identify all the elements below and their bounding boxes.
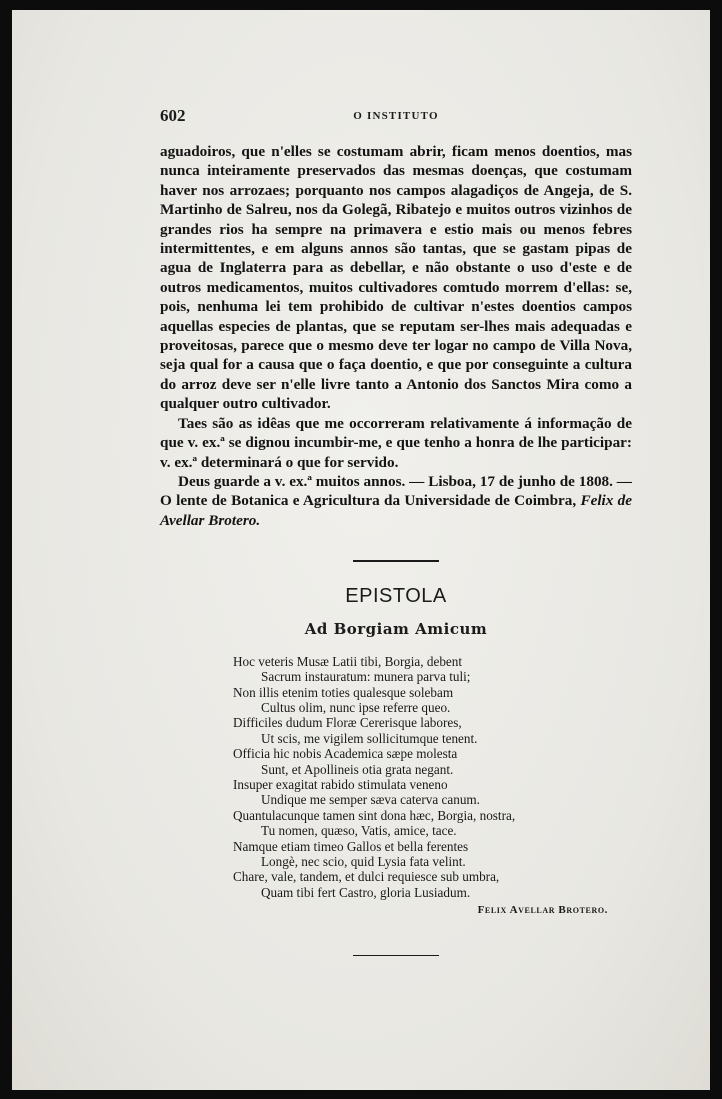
poem-line: Undique me semper sæva caterva canum. — [261, 792, 480, 808]
paper-sheet — [12, 10, 710, 1090]
poem-line: Tu nomen, quæso, Vatis, amice, tace. — [261, 823, 457, 839]
paragraph-3 — [160, 472, 632, 530]
paragraph-1: aguadoiros, que n'elles se costumam abrir, ficam menos doentios, mas nunca inteiramente preservados das mesmas doenças, que costumam haver nos arrozaes; porquanto nos campos alagadiços de Angeja, de S. Martinho de Salreu, nos da Golegã, Ribatejo e muitos outros vizinhos de grandes rios ha sempre na primavera e estio mais ou menos febres intermittentes, e em alguns annos são tantas, que se gastam pipas de agua de Inglaterra para as debellar, e não obstante o uso d'este e de outros medicamentos, muitos cultivadores comtudo morrem d'ellas: se, pois, nenhuma lei tem prohibido de cultivar n'estes doentios campos aquellas especies de plantas, que se reputam ser-lhes mais adequadas e proveitosas, parece que o mesmo deve ter logar no campo de Villa Nova, seja qual for a causa que o faça doentio, e que por conseguinte a cultura do arroz deve ser n'elle livre tanto a Antonio dos Sanctos Mira como a qualquer outro cultivador. — [160, 143, 632, 413]
poem-line: Quantulacunque tamen sint dona hæc, Borgia, nostra, — [233, 807, 516, 823]
poem-line: Sacrum instauratum: munera parva tuli; — [261, 669, 471, 685]
poem-line: Cultus olim, nunc ipse referre queo. — [261, 699, 451, 715]
epistola-title: EPISTOLA — [345, 584, 447, 607]
section-divider-bottom — [353, 955, 439, 957]
poem-line: Ut scis, me vigilem sollicitumque tenent. — [261, 730, 478, 746]
section-divider-top — [353, 560, 439, 562]
poem-line: Sunt, et Apollineis otia grata negant. — [261, 761, 454, 777]
poem-line: Officia hic nobis Academica sæpe molesta — [233, 746, 458, 762]
closing-text: Deus guarde a v. ex.ª muitos annos. — Lisboa, 17 de junho de 1808. — O lente de Botanica e Agricultura da Universidade de Coimbra, — [160, 472, 632, 510]
page-content — [160, 102, 632, 956]
poem-line: Longè, nec scio, quid Lysia fata velint. — [261, 854, 466, 869]
letter-body — [160, 142, 632, 530]
poem-line: Quam tibi fert Castro, gloria Lusiadum. — [261, 884, 471, 900]
poem-line: Hoc veteris Musæ Latii tibi, Borgia, debent — [233, 653, 463, 669]
journal-title: O INSTITUTO — [353, 110, 439, 122]
running-head — [160, 102, 632, 130]
poem-line: Non illis etenim toties qualesque solebam — [233, 684, 454, 700]
letter-signature: Felix de Avellar Brotero. — [160, 492, 632, 529]
page-number: 602 — [160, 106, 186, 125]
poem-line: Namque etiam timeo Gallos et bella ferentes — [233, 838, 469, 854]
poem-author: Felix Avellar Brotero. — [477, 904, 608, 917]
poem-line: Insuper exagitat rabido stimulata veneno — [233, 776, 448, 792]
paragraph-2: Taes são as idêas que me occorreram relativamente á informação de que v. ex.ª se dignou incumbir-me, e que tenho a honra de lhe participar: v. ex.ª determinará o que for servido. — [160, 414, 632, 471]
poem-line: Difficiles dudum Floræ Cererisque labores, — [233, 715, 462, 731]
poem — [160, 654, 632, 919]
epistola-subtitle: Ad Borgiam Amicum — [304, 619, 488, 638]
poem-line: Chare, vale, tandem, et dulci requiesce sub umbra, — [233, 869, 500, 885]
